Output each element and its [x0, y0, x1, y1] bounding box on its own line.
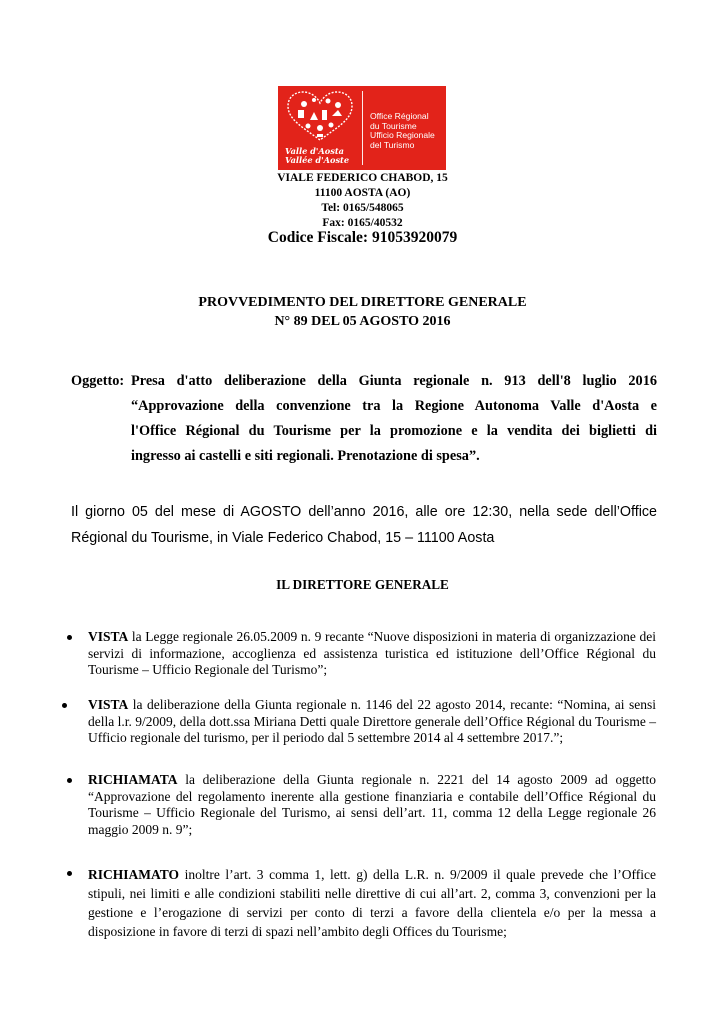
list-item	[88, 865, 656, 941]
address-tel: Tel: 0165/548065	[321, 202, 404, 214]
address-city: 11100 AOSTA (AO)	[314, 187, 411, 199]
fiscal-code: Codice Fiscale: 91053920079	[267, 229, 458, 246]
subject-line-4: ingresso ai castelli e siti regionali. Prenotazione di spesa”.	[131, 448, 480, 464]
subject-label: Oggetto:	[71, 373, 125, 389]
brand-line-2: Vallée d'Aoste	[285, 155, 350, 165]
address-fax: Fax: 0165/40532	[322, 217, 403, 229]
item-text: la deliberazione della Giunta regionale n. 1146 del 22 agosto 2014, recante: “Nomina, ai sensi della l.r. 9/2009, della dott.ssa Miriana Detti quale Direttore generale dell’Office Régional du Tourisme – Ufficio regionale del turismo, per il periodo dal 5 settembre 2014 al 4 settembre 2017.”;	[88, 697, 656, 746]
bullet-icon	[67, 635, 72, 640]
title-line-2: N° 89 DEL 05 AGOSTO 2016	[274, 314, 451, 329]
intro-line-1: Il giorno 05 del mese di AGOSTO dell’anno 2016, alle ore 12:30, nella sede dell’Office	[71, 504, 657, 520]
bullet-icon	[67, 871, 72, 876]
bullet-icon	[62, 703, 67, 708]
office-it-line-1: Ufficio Regionale	[370, 130, 435, 141]
list-item	[88, 629, 656, 679]
item-text: la deliberazione della Giunta regionale n. 2221 del 14 agosto 2009 ad oggetto “Approvazione del regolamento inerente alla gestione finanziaria e contabile dell’Office Régional du Tourisme – Ufficio Regionale del Turismo, ai sensi dell’art. 11, comma 12 della Legge regionale 26 maggio 2009 n. 9”;	[88, 772, 656, 837]
office-fr-line-2: du Tourisme	[370, 120, 417, 131]
item-keyword: RICHIAMATO	[88, 867, 180, 882]
office-fr-line-1: Office Régional	[370, 111, 429, 121]
item-keyword: VISTA	[88, 629, 129, 644]
intro-line-2: Régional du Tourisme, in Viale Federico Chabod, 15 – 11100 Aosta	[71, 530, 495, 546]
logo-brand-text	[285, 147, 349, 165]
office-logo	[278, 86, 446, 170]
item-keyword: RICHIAMATA	[88, 772, 178, 787]
list-item	[88, 697, 656, 747]
logo-office-names	[363, 86, 446, 170]
logo-emblem	[278, 86, 362, 170]
bullet-icon	[67, 778, 72, 783]
heart-emblem-icon	[284, 90, 356, 142]
subject-line-1: Presa d'atto deliberazione della Giunta regionale n. 913 dell'8 luglio 2016	[131, 373, 657, 389]
title-line-1: PROVVEDIMENTO DEL DIRETTORE GENERALE	[198, 295, 527, 310]
address-street: VIALE FEDERICO CHABOD, 15	[277, 172, 448, 184]
office-it-line-2: del Turismo	[370, 139, 415, 150]
logo-divider	[362, 91, 363, 165]
subject-line-3: l'Office Régional du Tourisme per la promozione e la vendita dei biglietti di	[131, 423, 657, 439]
item-text: inoltre l’art. 3 comma 1, lett. g) della L.R. n. 9/2009 il quale prevede che l’Office stipuli, nei limiti e alle condizioni stabiliti nelle direttive di cui all’art. 2, comma 3, convenzioni per la gestione e l’erogazione di servizi per conto di terzi a favore della clientela e/o per la messa a disposizione in favore di terzi di spazi nell’ambito degli Offices du Tourisme;	[88, 867, 656, 939]
brand-line-1: Valle d'Aosta	[285, 146, 344, 156]
item-text: la Legge regionale 26.05.2009 n. 9 recante “Nuove disposizioni in materia di organizzazione dei servizi di informazione, accoglienza ed assistenza turistica ed istituzione dell’Office Régional du Tourisme – Ufficio Regionale del Turismo”;	[88, 629, 656, 678]
list-item	[88, 772, 656, 838]
item-keyword: VISTA	[88, 697, 129, 712]
document-title	[0, 293, 725, 331]
subject-line-2: “Approvazione della convenzione tra la Regione Autonoma Valle d'Aosta e	[131, 398, 657, 414]
section-heading: IL DIRETTORE GENERALE	[276, 577, 449, 592]
intro-paragraph	[71, 499, 657, 551]
address-block	[0, 171, 725, 231]
